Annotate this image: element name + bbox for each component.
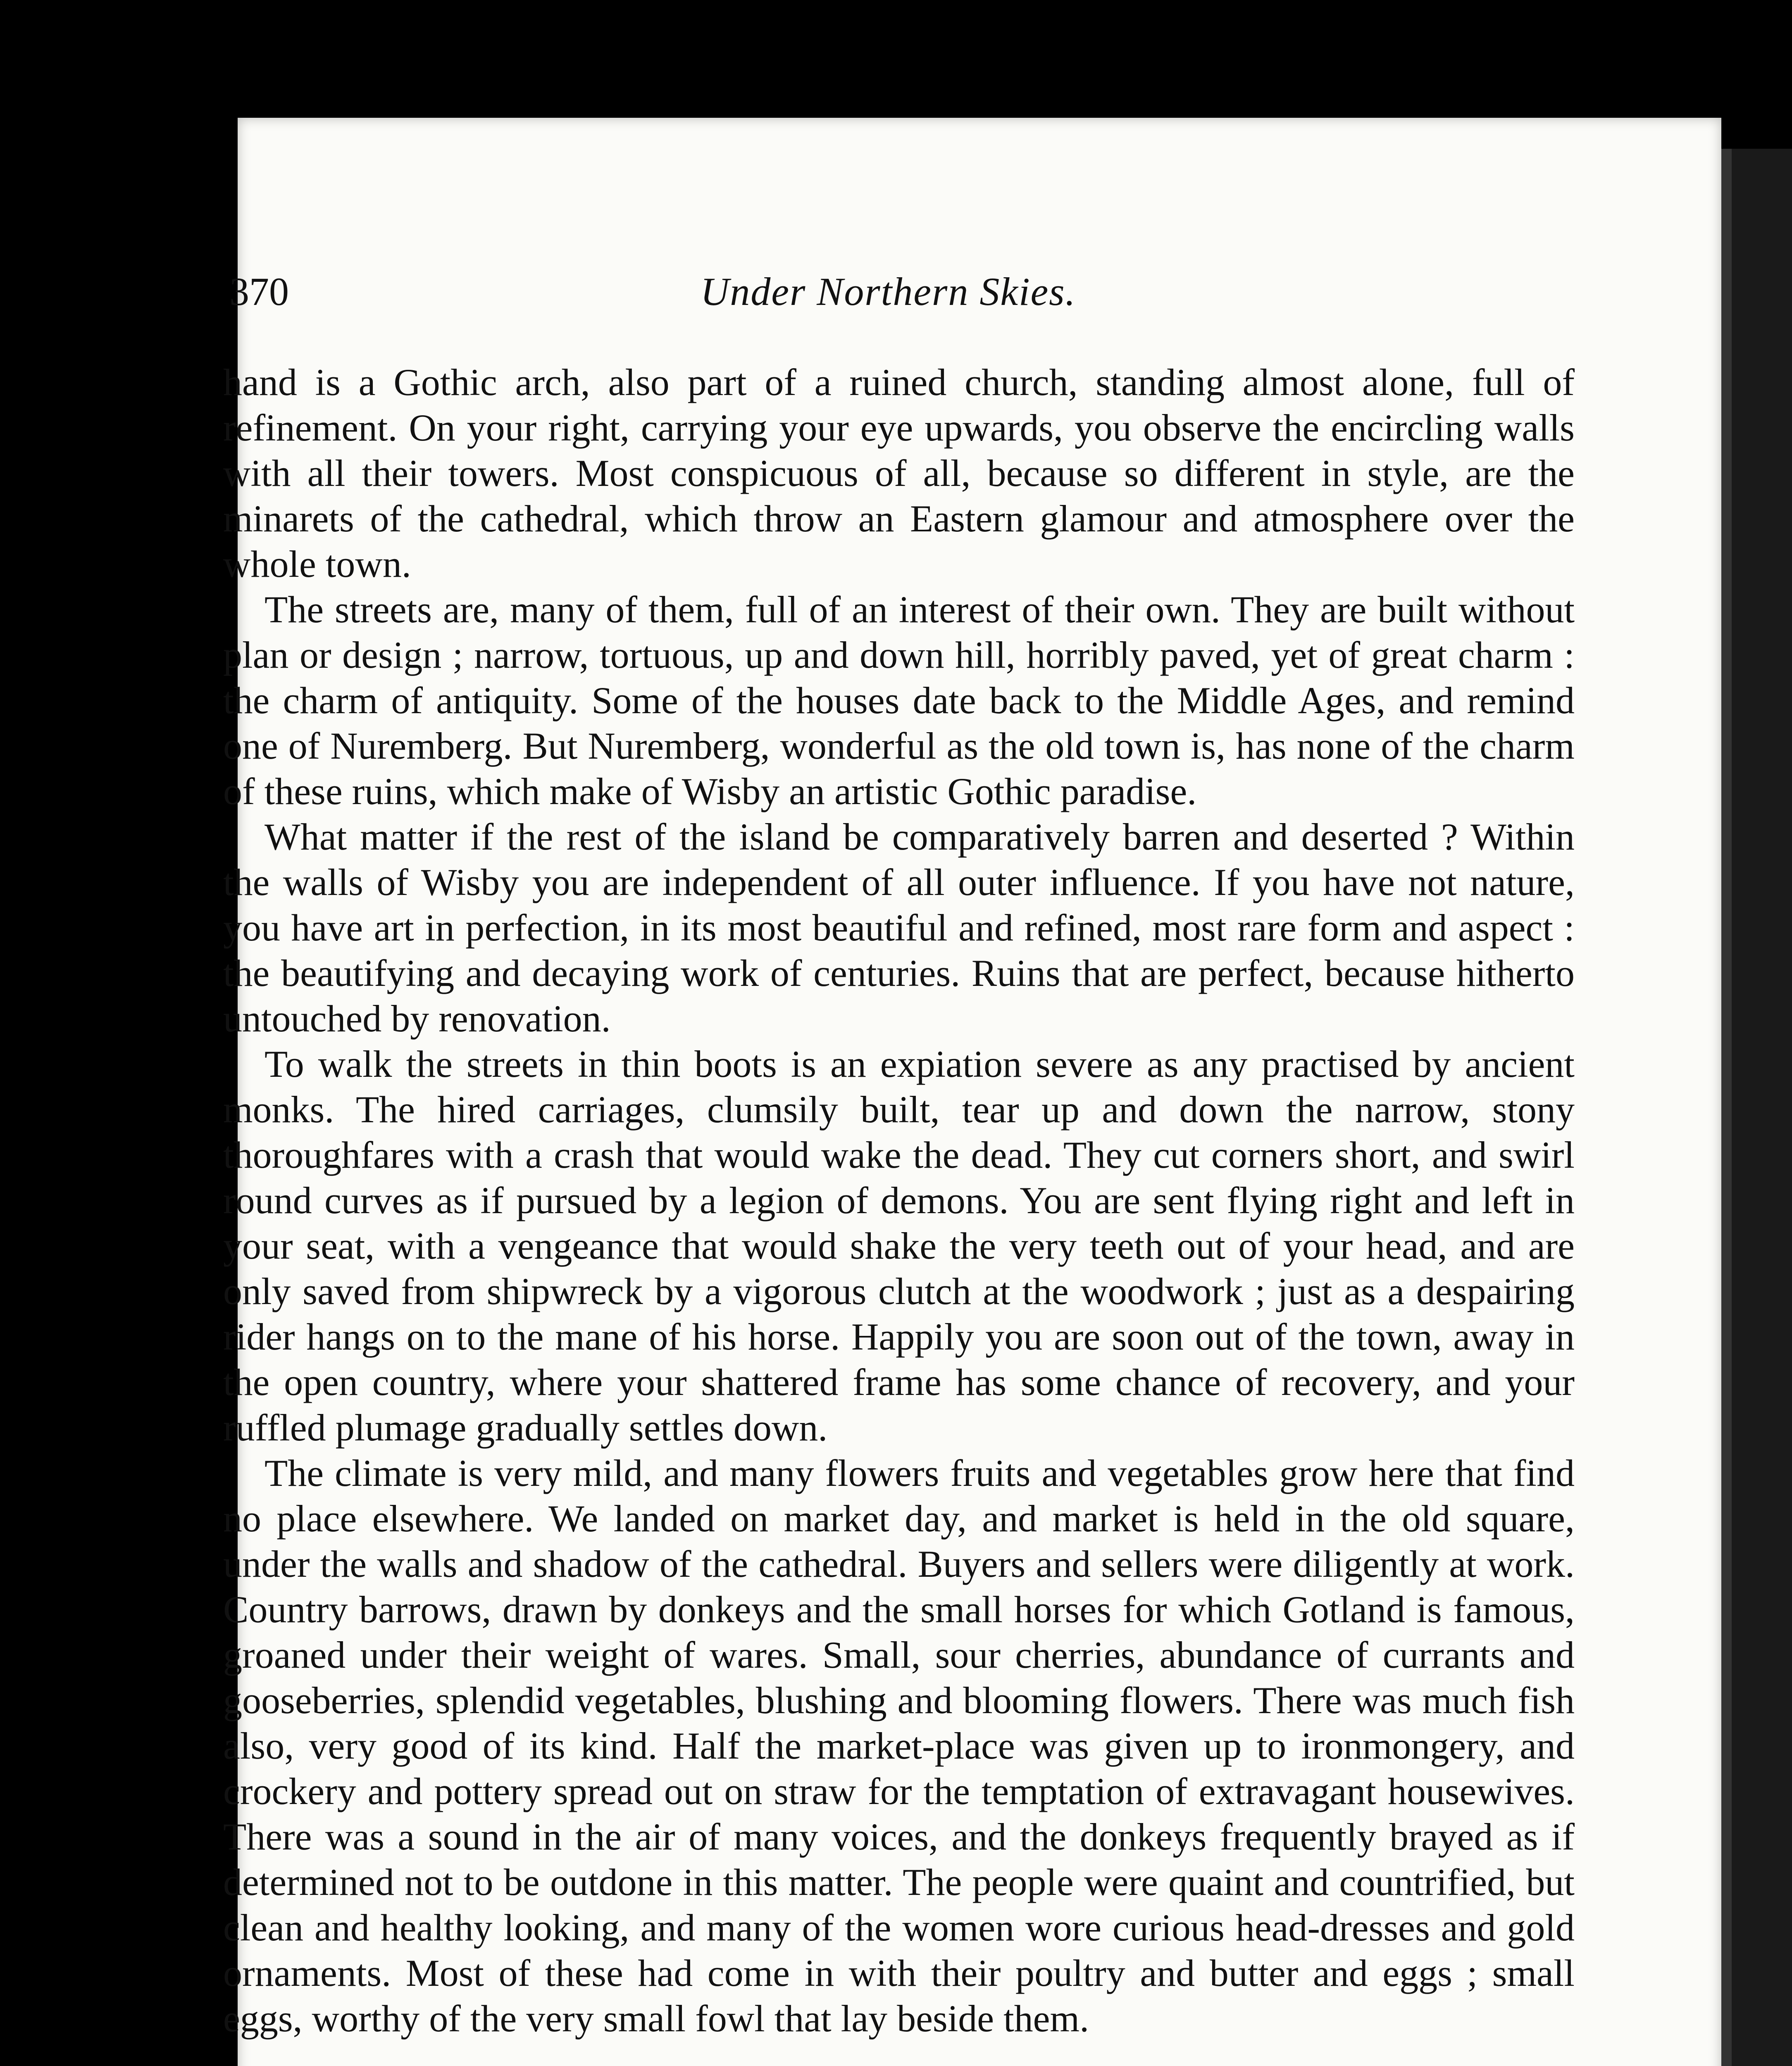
paragraph: The climate is very mild, and many flowers fruits and vegetables grow here that find no place elsewhere. We landed on market day, and market is held in the old square, under the walls and shadow of the cathedral. Buyers and sellers were diligently at work. Country barrows, drawn by donkeys and the small horses for which Gotland is famous, groaned under their weight of wares. Small, sour cherries, abundance of currants and gooseberries, splendid vegetables, blushing and blooming flowers. There was much fish also, very good of its kind. Half the market-place was given up to ironmongery, and crockery and pottery spread out on straw for the temptation of extravagant housewives. There was a sound in the air of many voices, and the donkeys frequently brayed as if determined not to be outdone in this matter. The people were quaint and countrified, but clean and healthy looking, and many of the women wore curious head-dresses and gold ornaments. Most of these had come in with their poultry and butter and eggs ; small eggs, worthy of the very small fowl that lay beside them. xyxy=(223,1452,1575,2040)
running-head: Under Northern Skies. xyxy=(701,269,1076,314)
adjacent-page-edge xyxy=(1732,149,1792,2066)
paragraph: hand is a Gothic arch, also part of a ruined church, standing almost alone, full of refinement. On your right, carrying your eye upwards, you observe the encircling walls with all their towers. Most conspicuous of all, because so different in style, are the minarets of the cathedral, which throw an Eastern glamour and atmosphere over the whole town. xyxy=(223,361,1575,585)
paragraph: The streets are, many of them, full of an interest of their own. They are built without plan or design ; narrow, tortuous, up and down hill, horribly paved, yet of great charm : the charm of antiquity. Some of the houses date back to the Middle Ages, and remind one of Nuremberg. But Nuremberg, wonderful as the old town is, has none of the charm of these ruins, which make of Wisby an artistic Gothic paradise. xyxy=(223,588,1575,812)
paragraph: To walk the streets in thin boots is an expiation severe as any practised by ancient monks. The hired carriages, clumsily built, tear up and down the narrow, stony thoroughfares with a crash that would wake the dead. They cut corners short, and swirl round curves as if pursued by a legion of demons. You are sent flying right and left in your seat, with a vengeance that would shake the very teeth out of your head, and are only saved from shipwreck by a vigorous clutch at the woodwork ; just as a despairing rider hangs on to the mane of his horse. Happily you are soon out of the town, away in the open country, where your shattered frame has some chance of recovery, and your ruffled plumage gradually settles down. xyxy=(223,1043,1575,1449)
body-text xyxy=(223,359,1575,2041)
page-number: 370 xyxy=(229,269,289,314)
page-header xyxy=(229,269,1304,326)
paragraph: What matter if the rest of the island be comparatively barren and deserted ? Within the walls of Wisby you are independent of all outer influence. If you have not nature, you have art in perfection, in its most beautiful and refined, most rare form and aspect : the beautifying and decaying work of centuries. Ruins that are perfect, because hitherto untouched by renovation. xyxy=(223,816,1575,1040)
page-gutter-edge xyxy=(1721,149,1732,2066)
